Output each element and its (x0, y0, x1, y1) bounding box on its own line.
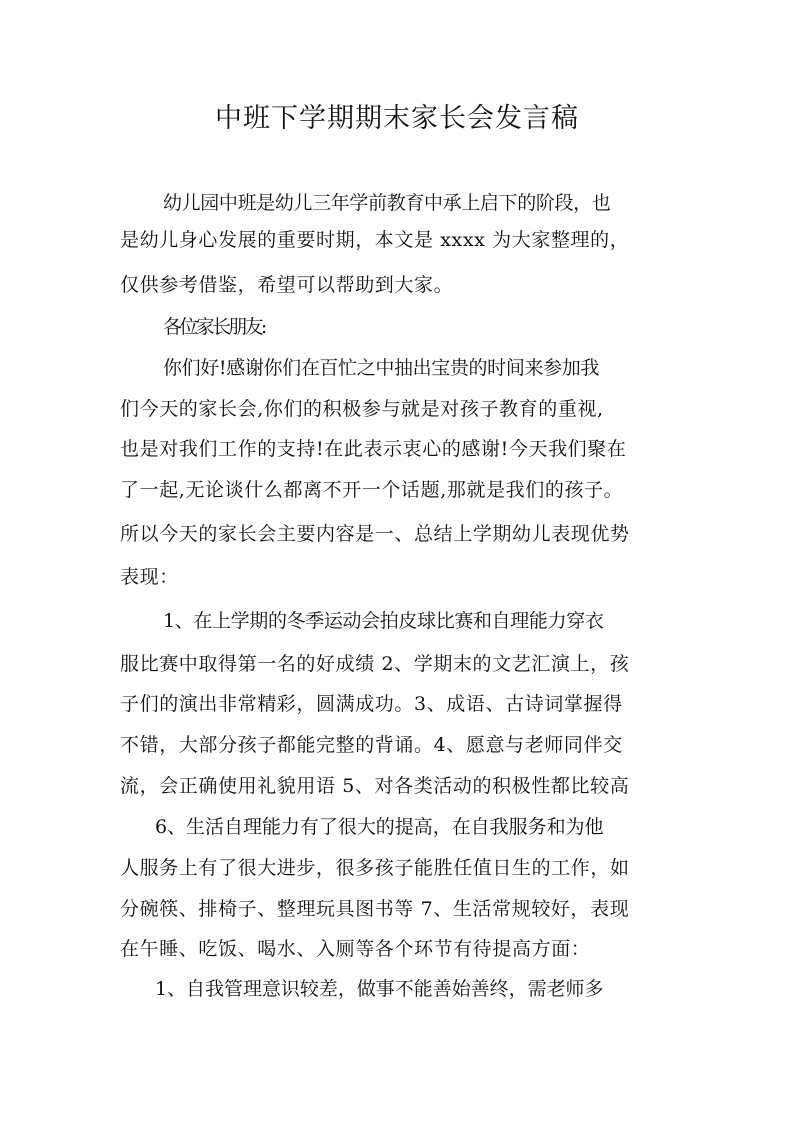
body-line: 仅供参考借鉴，希望可以帮助到大家。 (120, 274, 454, 296)
body-line: 你们好!感谢你们在百忙之中抽出宝贵的时间来参加我 (163, 357, 600, 379)
body-line: 1、在上学期的冬季运动会拍皮球比赛和自理能力穿衣 (163, 610, 604, 632)
body-line: 也是对我们工作的支持!在此表示衷心的感谢!今天我们聚在 (120, 438, 627, 460)
body-line: 了一起,无论谈什么都离不开一个话题,那就是我们的孩子。 (120, 479, 624, 501)
body-line: 服比赛中取得第一名的好成绩 2、学期末的文艺汇演上，孩 (120, 653, 630, 675)
body-line: 是幼儿身心发展的重要时期，本文是 xxxx 为大家整理的， (120, 229, 630, 251)
body-line: 流，会正确使用礼貌用语 5、对各类活动的积极性都比较高 (120, 775, 630, 797)
body-line: 子们的演出非常精彩，圆满成功。3、成语、古诗词掌握得 (120, 693, 623, 715)
body-line: 分碗筷、排椅子、整理玩具图书等 7、生活常规较好，表现 (120, 898, 630, 920)
body-line: 在午睡、吃饭、喝水、入厕等各个环节有待提高方面： (120, 938, 591, 960)
body-line: 表现： (120, 566, 179, 588)
salutation: 各位家长朋友: (163, 316, 265, 338)
body-line: 不错，大部分孩子都能完整的背诵。4、愿意与老师同伴交 (120, 734, 623, 756)
body-line: 所以今天的家长会主要内容是一、总结上学期幼儿表现优势 (120, 523, 630, 545)
body-line: 6、生活自理能力有了很大的提高，在自我服务和为他 (155, 816, 604, 838)
body-line: 幼儿园中班是幼儿三年学前教育中承上启下的阶段，也 (163, 192, 611, 214)
body-line: 们今天的家长会,你们的积极参与就是对孩子教育的重视, (120, 398, 604, 420)
body-line: 1、自我管理意识较差，做事不能善始善终，需老师多 (155, 978, 604, 1000)
document-title: 中班下学期期末家长会发言稿 (215, 103, 579, 134)
body-line: 人服务上有了很大进步，很多孩子能胜任值日生的工作，如 (120, 857, 630, 879)
